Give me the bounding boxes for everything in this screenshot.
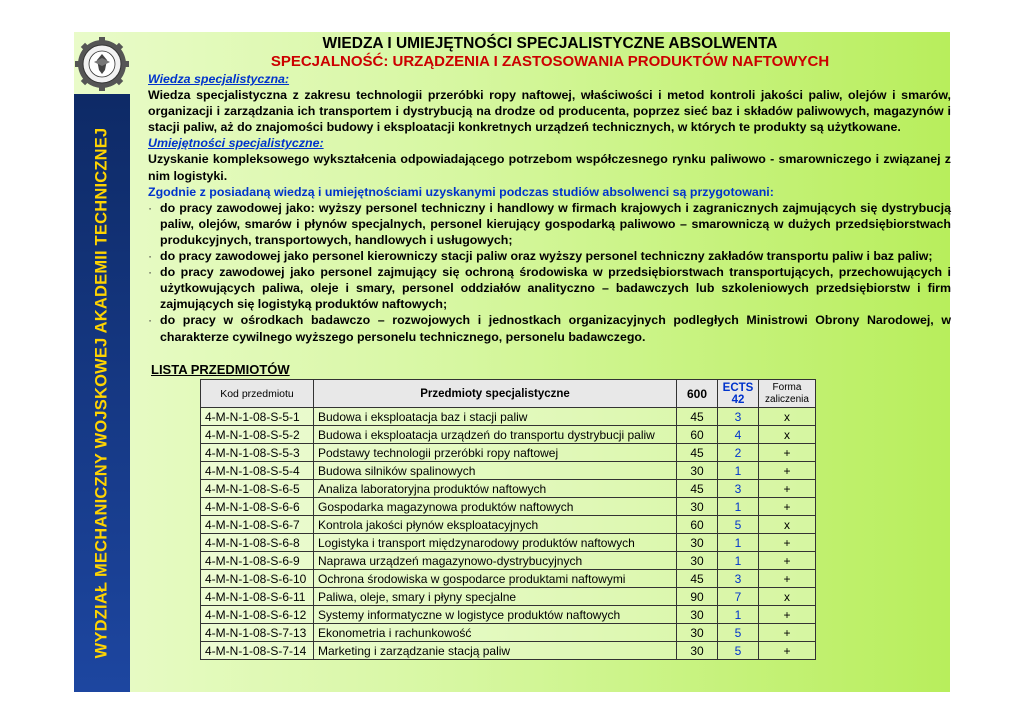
course-hours-cell: 30 [677, 552, 718, 570]
course-hours-cell: 45 [677, 570, 718, 588]
course-form-cell: x [759, 426, 816, 444]
course-name-cell: Naprawa urządzeń magazynowo-dystrybucyjnych [314, 552, 677, 570]
course-code-cell: 4-M-N-1-08-S-6-12 [201, 606, 314, 624]
course-ects-cell: 5 [718, 516, 759, 534]
table-row [201, 588, 816, 606]
course-ects-cell: 2 [718, 444, 759, 462]
header-hours: 600 [677, 380, 718, 408]
list-item: · do pracy zawodowej jako personel zajmujący się ochroną środowiska w przedsiębiorstwach transportujących, przechowujących i użytkowujących paliwa, oleje i smary, personel oddziałów analityczno – badawczych lub szkoleniowych przedsiębiorstw i firm zajmujących się logistyką produktów naftowych; [148, 264, 951, 312]
header-ects [718, 380, 759, 408]
course-hours-cell: 60 [677, 516, 718, 534]
header-form-line2: zaliczenia [765, 393, 809, 405]
header-form-line1: Forma [772, 381, 802, 393]
course-form-cell: + [759, 462, 816, 480]
course-form-cell: + [759, 552, 816, 570]
course-name-cell: Podstawy technologii przeróbki ropy naftowej [314, 444, 677, 462]
course-code-cell: 4-M-N-1-08-S-7-14 [201, 642, 314, 660]
course-form-cell: + [759, 570, 816, 588]
course-code-cell: 4-M-N-1-08-S-5-4 [201, 462, 314, 480]
course-name-cell: Paliwa, oleje, smary i płyny specjalne [314, 588, 677, 606]
subject-list-title: LISTA PRZEDMIOTÓW [151, 362, 290, 377]
table-body [201, 408, 816, 660]
page-title: WIEDZA I UMIEJĘTNOŚCI SPECJALISTYCZNE ABSOLWENTA [322, 35, 778, 52]
table-row [201, 570, 816, 588]
header-subject: Przedmioty specjalistyczne [314, 380, 677, 408]
table-row [201, 462, 816, 480]
course-code-cell: 4-M-N-1-08-S-6-5 [201, 480, 314, 498]
course-code-cell: 4-M-N-1-08-S-6-8 [201, 534, 314, 552]
course-name-cell: Budowa silników spalinowych [314, 462, 677, 480]
course-form-cell: + [759, 606, 816, 624]
table-row [201, 516, 816, 534]
course-name-cell: Marketing i zarządzanie stacją paliw [314, 642, 677, 660]
course-hours-cell: 30 [677, 606, 718, 624]
course-hours-cell: 90 [677, 588, 718, 606]
course-ects-cell: 1 [718, 606, 759, 624]
course-hours-cell: 30 [677, 534, 718, 552]
course-name-cell: Ochrona środowiska w gospodarce produktami naftowymi [314, 570, 677, 588]
course-ects-cell: 5 [718, 624, 759, 642]
course-name-cell: Systemy informatyczne w logistyce produktów naftowych [314, 606, 677, 624]
header-code: Kod przedmiotu [201, 380, 314, 408]
table-row [201, 642, 816, 660]
table-header-row [201, 380, 816, 408]
course-form-cell: x [759, 516, 816, 534]
course-form-cell: + [759, 624, 816, 642]
course-form-cell: + [759, 642, 816, 660]
table-row [201, 480, 816, 498]
table-row [201, 552, 816, 570]
course-form-cell: x [759, 408, 816, 426]
knowledge-heading: Wiedza specjalistyczna: [148, 72, 290, 86]
course-ects-cell: 3 [718, 480, 759, 498]
course-hours-cell: 30 [677, 498, 718, 516]
course-hours-cell: 60 [677, 426, 718, 444]
list-item: · do pracy w ośrodkach badawczo – rozwojowych i jednostkach organizacyjnych podległych Ministrowi Obrony Narodowej, w charakterze cywilnego wyższego personelu technicznego, personelu badawczego. [148, 312, 951, 344]
course-name-cell: Kontrola jakości płynów eksploatacyjnych [314, 516, 677, 534]
course-ects-cell: 1 [718, 552, 759, 570]
course-name-cell: Budowa i eksploatacja baz i stacji paliw [314, 408, 677, 426]
course-ects-cell: 1 [718, 534, 759, 552]
course-code-cell: 4-M-N-1-08-S-6-7 [201, 516, 314, 534]
academy-emblem-icon [74, 36, 130, 92]
course-ects-cell: 7 [718, 588, 759, 606]
course-hours-cell: 30 [677, 624, 718, 642]
course-code-cell: 4-M-N-1-08-S-6-6 [201, 498, 314, 516]
table-row [201, 426, 816, 444]
list-item: · do pracy zawodowej jako personel kierowniczy stacji paliw oraz wyższy personel techniczny zakładów transportu paliw i baz paliw; [148, 248, 951, 264]
course-code-cell: 4-M-N-1-08-S-6-9 [201, 552, 314, 570]
course-form-cell: + [759, 534, 816, 552]
course-name-cell: Logistyka i transport międzynarodowy produktów naftowych [314, 534, 677, 552]
course-code-cell: 4-M-N-1-08-S-6-10 [201, 570, 314, 588]
table-row [201, 624, 816, 642]
course-name-cell: Ekonometria i rachunkowość [314, 624, 677, 642]
course-form-cell: x [759, 588, 816, 606]
header-form [759, 380, 816, 408]
faculty-vertical-title: WYDZIAŁ MECHANICZNY WOJSKOWEJ AKADEMII TECHNICZNEJ [92, 127, 111, 659]
course-hours-cell: 30 [677, 642, 718, 660]
table-row [201, 606, 816, 624]
course-form-cell: + [759, 498, 816, 516]
course-name-cell: Gospodarka magazynowa produktów naftowych [314, 498, 677, 516]
course-ects-cell: 3 [718, 570, 759, 588]
header-ects-total: 42 [731, 393, 745, 406]
course-hours-cell: 45 [677, 444, 718, 462]
knowledge-text: Wiedza specjalistyczna z zakresu technologii przeróbki ropy naftowej, właściwości i metod kontroli jakości paliw, olejów i smarów, organizacji i zarządzania ich transportem i dystrybucją na drodze od producenta, poprzez sieć baz i składów paliwowych, magazynów i stacji paliw, aż do znajomości budowy i eksploatacji konkretnych urządzeń technicznych, w których te produkty są użytkowane. [148, 88, 951, 135]
course-form-cell: + [759, 444, 816, 462]
prepared-intro: Zgodnie z posiadaną wiedzą i umiejętnościami uzyskanymi podczas studiów absolwenci są przygotowani: [148, 184, 774, 199]
prepared-list [148, 200, 951, 345]
page-subtitle: SPECJALNOŚĆ: URZĄDZENIA I ZASTOSOWANIA PRODUKTÓW NAFTOWYCH [270, 53, 830, 70]
table-row [201, 498, 816, 516]
course-ects-cell: 1 [718, 498, 759, 516]
course-code-cell: 4-M-N-1-08-S-5-1 [201, 408, 314, 426]
course-hours-cell: 45 [677, 408, 718, 426]
subjects-table [200, 379, 816, 660]
course-code-cell: 4-M-N-1-08-S-6-11 [201, 588, 314, 606]
course-hours-cell: 45 [677, 480, 718, 498]
header-ects-label: ECTS [722, 381, 754, 394]
course-form-cell: + [759, 480, 816, 498]
list-item: · do pracy zawodowej jako: wyższy personel techniczny i handlowy w firmach krajowych i zagranicznych zajmujących się dystrybucją paliw, olejów, smarów i płynów specjalnych, personel kierujący gospodarką paliwowo – smarowniczą w dużych przedsiębiorstwach produkcyjnych, transportowych, handlowych i usługowych; [148, 200, 951, 248]
skills-heading: Umiejętności specjalistyczne: [148, 136, 324, 151]
course-hours-cell: 30 [677, 462, 718, 480]
course-ects-cell: 3 [718, 408, 759, 426]
table-row [201, 444, 816, 462]
table-row [201, 408, 816, 426]
course-ects-cell: 4 [718, 426, 759, 444]
course-code-cell: 4-M-N-1-08-S-5-2 [201, 426, 314, 444]
course-code-cell: 4-M-N-1-08-S-7-13 [201, 624, 314, 642]
course-ects-cell: 1 [718, 462, 759, 480]
course-ects-cell: 5 [718, 642, 759, 660]
course-name-cell: Budowa i eksploatacja urządzeń do transportu dystrybucji paliw [314, 426, 677, 444]
content [148, 71, 951, 345]
table-row [201, 534, 816, 552]
skills-text: Uzyskanie kompleksowego wykształcenia odpowiadającego potrzebom współczesnego rynku paliwowo - smarowniczego i związanej z nim logistyki. [148, 152, 951, 183]
course-name-cell: Analiza laboratoryjna produktów naftowych [314, 480, 677, 498]
course-code-cell: 4-M-N-1-08-S-5-3 [201, 444, 314, 462]
